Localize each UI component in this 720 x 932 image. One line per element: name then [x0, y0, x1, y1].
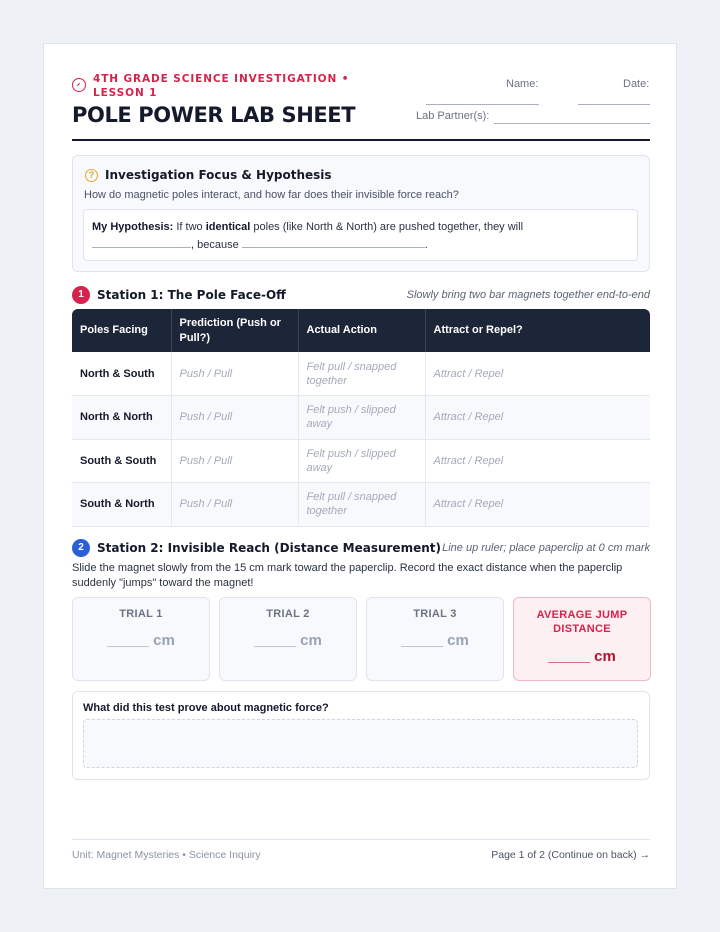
- eyebrow: [72, 72, 362, 100]
- trial-value: _____ cm: [401, 632, 469, 649]
- trial-label: TRIAL 2: [266, 608, 310, 620]
- conclusion-question: What did this test prove about magnetic force?: [83, 702, 329, 714]
- page-title: POLE POWER LAB SHEET: [72, 103, 356, 127]
- hypothesis-text-1: If two: [176, 221, 206, 233]
- trial-label: TRIAL 3: [413, 608, 457, 620]
- footer-page: Page 1 of 2 (Continue on back) →: [491, 849, 650, 861]
- name-field[interactable]: [426, 104, 539, 105]
- station1-title: Station 1: The Pole Face-Off: [97, 288, 286, 302]
- trial-2-card[interactable]: [219, 597, 357, 681]
- column-header: Actual Action: [298, 309, 425, 352]
- trial-value: _____ cm: [254, 632, 322, 649]
- footer-unit: Unit: Magnet Mysteries • Science Inquiry: [72, 849, 261, 861]
- trial-3-card[interactable]: [366, 597, 504, 681]
- header-divider: [72, 139, 650, 141]
- date-label: Date:: [623, 78, 650, 90]
- average-card[interactable]: [513, 597, 651, 681]
- date-field[interactable]: [578, 104, 650, 105]
- pole-table: [72, 309, 650, 527]
- average-value: _____ cm: [548, 648, 616, 665]
- station1-badge: 1: [72, 286, 90, 304]
- name-label: Name:: [506, 78, 539, 90]
- poles-cell: South & North: [72, 483, 171, 527]
- trial-label: TRIAL 1: [119, 608, 163, 620]
- station2-note: Line up ruler; place paperclip at 0 cm mark: [442, 542, 650, 554]
- column-header: Poles Facing: [72, 309, 171, 352]
- poles-cell: South & South: [72, 439, 171, 483]
- prediction-cell[interactable]: Push / Pull: [171, 439, 298, 483]
- prediction-cell[interactable]: Push / Pull: [171, 483, 298, 527]
- conclusion-answer-area[interactable]: [83, 719, 638, 768]
- table-row: [72, 483, 650, 527]
- focus-question: How do magnetic poles interact, and how far does their invisible force reach?: [84, 189, 459, 201]
- hypothesis-end: .: [424, 239, 428, 251]
- column-header: Attract or Repel?: [425, 309, 650, 352]
- station1-note: Slowly bring two bar magnets together end-to-end: [406, 289, 650, 301]
- eyebrow-text: 4TH GRADE SCIENCE INVESTIGATION • LESSON 1: [93, 73, 350, 99]
- focus-box: [72, 155, 650, 272]
- prediction-cell[interactable]: Push / Pull: [171, 352, 298, 396]
- station2-badge: 2: [72, 539, 90, 557]
- hypothesis-bold: identical: [205, 221, 251, 233]
- result-cell[interactable]: Attract / Repel: [425, 352, 650, 396]
- hypothesis-label: My Hypothesis:: [92, 221, 174, 233]
- table-row: [72, 439, 650, 483]
- table-row: [72, 396, 650, 440]
- station1-header: [72, 286, 650, 304]
- hypothesis-blank-2[interactable]: [242, 236, 425, 248]
- action-cell[interactable]: Felt push / slipped away: [298, 439, 425, 483]
- trial-1-card[interactable]: [72, 597, 210, 681]
- table-row: [72, 352, 650, 396]
- station2-header: [72, 539, 650, 557]
- result-cell[interactable]: Attract / Repel: [425, 483, 650, 527]
- table-header-row: [72, 309, 650, 352]
- footer-divider: [72, 839, 650, 840]
- hypothesis-blank-1[interactable]: [92, 236, 191, 248]
- action-cell[interactable]: Felt push / slipped away: [298, 396, 425, 440]
- result-cell[interactable]: Attract / Repel: [425, 396, 650, 440]
- station2-title: Station 2: Invisible Reach (Distance Measurement): [97, 541, 441, 555]
- conclusion-box: [72, 691, 650, 780]
- lab-sheet-page: [43, 43, 677, 889]
- hypothesis-because: , because: [191, 239, 239, 251]
- partner-label: Lab Partner(s):: [416, 110, 490, 122]
- column-header: Prediction (Push or Pull?): [171, 309, 298, 352]
- hypothesis-box: [83, 209, 638, 261]
- action-cell[interactable]: Felt pull / snapped together: [298, 352, 425, 396]
- action-cell[interactable]: Felt pull / snapped together: [298, 483, 425, 527]
- focus-title: Investigation Focus & Hypothesis: [105, 168, 332, 182]
- trial-value: _____ cm: [107, 632, 175, 649]
- partner-field[interactable]: [494, 123, 650, 124]
- poles-cell: North & South: [72, 352, 171, 396]
- question-icon: ?: [85, 169, 98, 182]
- hypothesis-text-2: poles (like North & North) are pushed together, they will: [250, 221, 524, 233]
- result-cell[interactable]: Attract / Repel: [425, 439, 650, 483]
- station2-description: Slide the magnet slowly from the 15 cm mark toward the paperclip. Record the exact distance when the paperclip suddenly "jumps" toward the magnet!: [72, 562, 623, 589]
- poles-cell: North & North: [72, 396, 171, 440]
- compass-icon: [72, 78, 86, 92]
- average-label: AVERAGE JUMP DISTANCE: [536, 609, 628, 635]
- prediction-cell[interactable]: Push / Pull: [171, 396, 298, 440]
